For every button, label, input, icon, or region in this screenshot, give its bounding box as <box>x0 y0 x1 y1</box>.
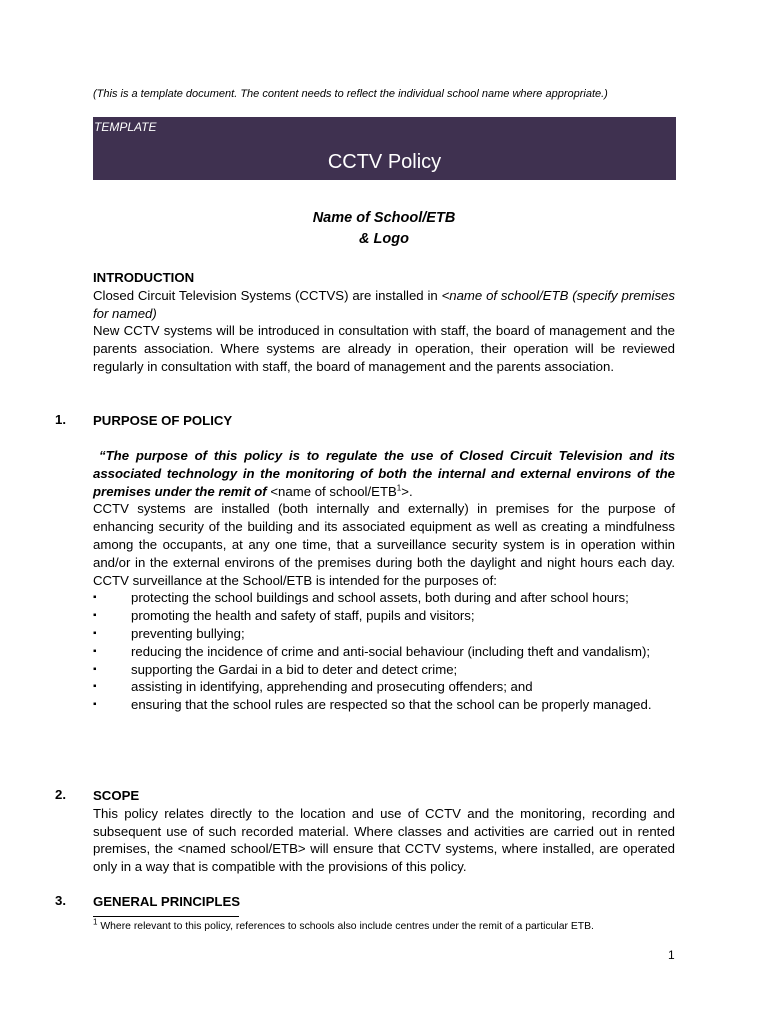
purpose-bullet-list <box>93 589 675 714</box>
list-item-text: supporting the Gardai in a bid to deter and detect crime; <box>131 661 458 677</box>
intro-text: Closed Circuit Television Systems (CCTVS) are installed in <box>93 287 442 303</box>
list-item-text: assisting in identifying, apprehending and prosecuting offenders; and <box>131 679 533 695</box>
quote-placeholder: <name of school/ETB <box>270 483 397 499</box>
document-title: CCTV Policy <box>327 151 442 173</box>
list-item-text: ensuring that the school rules are respected so that the school can be properly managed. <box>131 697 652 713</box>
page-number: 1 <box>668 948 675 962</box>
bullet-icon: ▪ <box>93 627 97 639</box>
introduction-paragraph-2: New CCTV systems will be introduced in consultation with staff, the board of management and the parents association. Where systems are already in operation, their operation will be reviewed regularly in consultation with staff, the board of management and the parents association. <box>93 323 675 374</box>
school-name: Name of School/ETB <box>312 210 456 226</box>
section-2-heading: SCOPE <box>93 788 140 803</box>
quote-end: >. <box>401 483 413 499</box>
list-item-text: promoting the health and safety of staff, pupils and visitors; <box>131 608 475 624</box>
footnote-text: Where relevant to this policy, references to schools also include centres under the remit of a particular ETB. <box>97 921 594 932</box>
section-3-heading: GENERAL PRINCIPLES <box>93 894 241 909</box>
school-placeholder: <name of school/ETB (specify premises for named) <box>93 287 675 321</box>
list-item <box>93 696 675 714</box>
list-item <box>93 661 675 679</box>
introduction-section <box>93 269 675 376</box>
school-logo-label: & Logo <box>359 231 409 247</box>
list-item-text: reducing the incidence of crime and anti-social behaviour (including theft and vandalism); <box>131 643 651 659</box>
section-2-number: 2. <box>55 787 66 802</box>
section-1-body <box>93 447 675 714</box>
bullet-icon: ▪ <box>93 645 97 657</box>
section-1-heading: PURPOSE OF POLICY <box>93 413 233 428</box>
school-name-block <box>93 208 675 250</box>
list-item <box>93 643 675 661</box>
list-item-text: preventing bullying; <box>131 625 245 641</box>
section-1-number: 1. <box>55 412 66 427</box>
bullet-icon: ▪ <box>93 592 97 604</box>
template-label: TEMPLATE <box>94 120 157 134</box>
list-item <box>93 625 675 643</box>
list-item <box>93 607 675 625</box>
footnote-separator <box>93 916 239 917</box>
list-item <box>93 589 675 607</box>
section-3-number: 3. <box>55 893 66 908</box>
footnote-reference[interactable]: 1 <box>396 483 402 493</box>
section-2 <box>93 787 675 876</box>
purpose-quote <box>93 447 675 500</box>
introduction-paragraph-1 <box>93 287 675 323</box>
introduction-heading: INTRODUCTION <box>93 270 195 285</box>
footnote <box>93 917 594 932</box>
scope-paragraph: This policy relates directly to the location and use of CCTV and the monitoring, recording and subsequent use of such recorded material. Where classes and activities are carried out in rented premises, the <named school/ETB> will ensure that CCTV systems, where installed, are operated only in a way that is compatible with the provisions of this policy. <box>93 805 675 875</box>
list-item <box>93 678 675 696</box>
footnote-mark: 1 <box>93 917 98 927</box>
bullet-icon: ▪ <box>93 699 97 711</box>
quote-text: “The purpose of this policy is to regulate the use of Closed Circuit Television and its associated technology in the monitoring of both the internal and external environs of the premises under the remit of <box>93 448 675 499</box>
bullet-icon: ▪ <box>93 663 97 675</box>
bullet-icon: ▪ <box>93 610 97 622</box>
list-item-text: protecting the school buildings and school assets, both during and after school hours; <box>131 590 629 606</box>
title-banner <box>93 117 676 180</box>
template-note: (This is a template document. The content needs to reflect the individual school name where appropriate.) <box>93 88 608 100</box>
bullet-icon: ▪ <box>93 681 97 693</box>
purpose-paragraph: CCTV systems are installed (both internally and externally) in premises for the purpose of enhancing security of the building and its associated equipment as well as creating a mindfulness among the occupants, at any one time, that a surveillance security system is in operation within and/or in the external environs of the premises during both the daylight and night hours each day. CCTV surveillance at the School/ETB is intended for the purposes of: <box>93 501 675 588</box>
